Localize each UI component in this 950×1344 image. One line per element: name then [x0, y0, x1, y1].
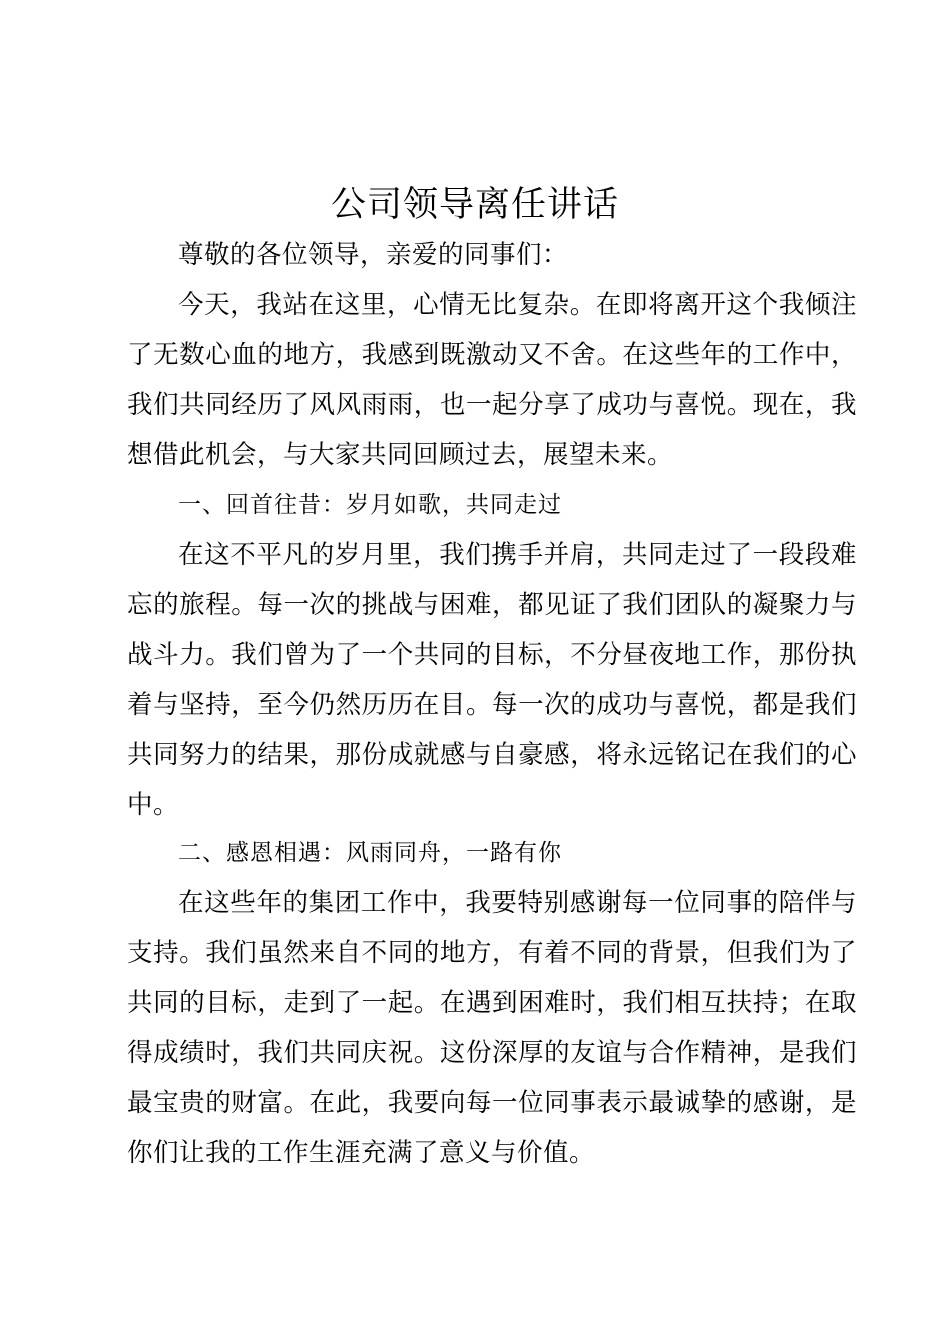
section-heading-1: 一、回首往昔：岁月如歌，共同走过	[178, 492, 562, 518]
section-heading-2: 二、感恩相遇：风雨同舟，一路有你	[178, 840, 562, 866]
greeting-paragraph: 尊敬的各位领导，亲爱的同事们：	[178, 240, 569, 270]
section-body-2: 在这些年的集团工作中，我要特别感谢每一位同事的陪伴与支持。我们虽然来自不同的地方，有着不同的背景，但我们为了共同的目标，走到了一起。在遇到困难时，我们相互扶持；在取得成绩时，我们共同庆祝。这份深厚的友谊与合作精神，是我们最宝贵的财富。在此，我要向每一位同事表示最诚挚的感谢，是你们让我的工作生涯充满了意义与价值。	[127, 888, 857, 1168]
section-body-1: 在这不平凡的岁月里，我们携手并肩，共同走过了一段段难忘的旅程。每一次的挑战与困难，都见证了我们团队的凝聚力与战斗力。我们曾为了一个共同的目标，不分昼夜地工作，那份执着与坚持，至今仍然历历在目。每一次的成功与喜悦，都是我们共同努力的结果，那份成就感与自豪感，将永远铭记在我们的心中。	[127, 540, 857, 820]
intro-paragraph: 今天，我站在这里，心情无比复杂。在即将离开这个我倾注了无数心血的地方，我感到既激动又不舍。在这些年的工作中，我们共同经历了风风雨雨，也一起分享了成功与喜悦。现在，我想借此机会，与大家共同回顾过去，展望未来。	[127, 290, 857, 470]
document-title: 公司领导离任讲话	[330, 185, 619, 225]
